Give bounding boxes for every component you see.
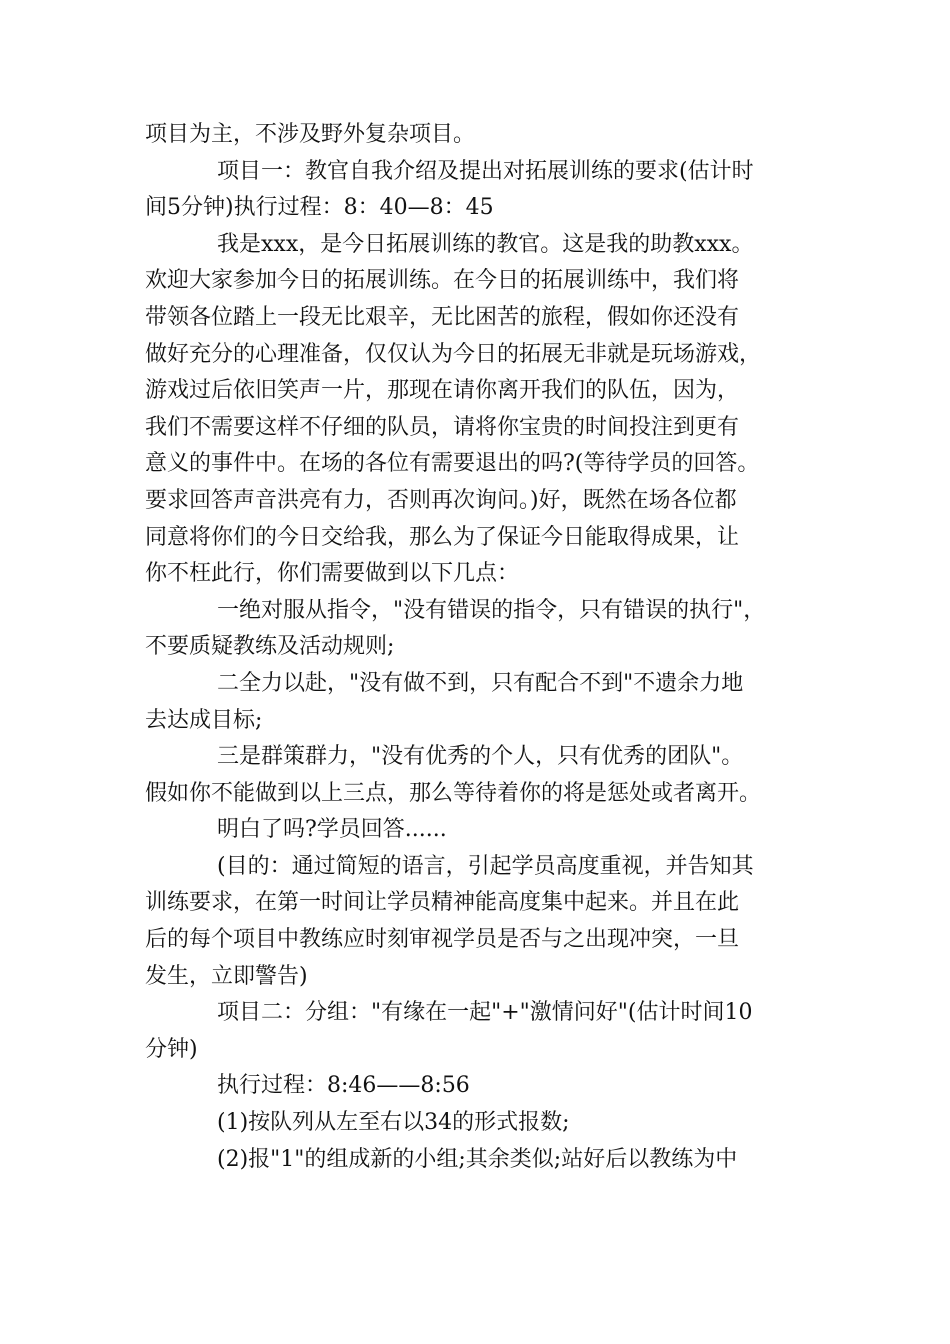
text-line: 带领各位踏上一段无比艰辛，无比困苦的旅程，假如你还没有 [145,304,740,330]
text-line: (2)报"1"的组成新的小组;其余类似;站好后以教练为中 [217,1146,738,1172]
text-line: 训练要求，在第一时间让学员精神能高度集中起来。并且在此 [145,890,740,916]
text-line: 执行过程：8:46——8:56 [217,1073,470,1099]
text-line: 我们不需要这样不仔细的队员，请将你宝贵的时间投注到更有 [145,414,740,440]
text-line: 分钟) [145,1036,198,1062]
text-line: 做好充分的心理准备，仅仅认为今日的拓展无非就是玩场游戏， [145,341,762,367]
document-body [145,117,815,1178]
text-line: 我是xxx，是今日拓展训练的教官。这是我的助教xxx。 [217,231,754,257]
text-line: 一绝对服从指令，"没有错误的指令，只有错误的执行"， [217,597,766,623]
text-line: (目的：通过简短的语言，引起学员高度重视，并告知其 [217,853,754,879]
text-line: 三是群策群力，"没有优秀的个人，只有优秀的团队"。 [217,744,744,770]
text-line: 项目为主，不涉及野外复杂项目。 [145,122,476,147]
text-line: 要求回答声音洪亮有力，否则再次询问。)好，既然在场各位都 [145,487,737,513]
text-line: 同意将你们的今日交给我，那么为了保证今日能取得成果，让 [145,524,740,550]
text-line: 项目一：教官自我介绍及提出对拓展训练的要求(估计时 [217,158,754,184]
text-line: 游戏过后依旧笑声一片，那现在请你离开我们的队伍，因为， [145,378,740,404]
text-line: 你不枉此行，你们需要做到以下几点： [145,561,520,587]
text-line: 间5分钟)执行过程：8：40—8：45 [145,195,494,221]
text-line: 明白了吗?学员回答...... [217,817,447,843]
text-line: 不要质疑教练及活动规则; [145,634,395,660]
text-line: 假如你不能做到以上三点，那么等待着你的将是惩处或者离开。 [145,780,762,806]
text-line: 去达成目标; [145,707,263,733]
text-line: 意义的事件中。在场的各位有需要退出的吗?(等待学员的回答。 [145,451,760,477]
text-line: 项目二：分组："有缘在一起"+"激情问好"(估计时间10 [217,1000,753,1026]
text-line: 二全力以赴，"没有做不到，只有配合不到"不遗余力地 [217,670,744,696]
text-line: (1)按队列从左至右以34的形式报数; [217,1110,570,1136]
text-line: 欢迎大家参加今日的拓展训练。在今日的拓展训练中，我们将 [145,268,740,294]
text-line: 后的每个项目中教练应时刻审视学员是否与之出现冲突，一旦 [145,927,740,953]
text-line: 发生，立即警告) [145,963,308,989]
